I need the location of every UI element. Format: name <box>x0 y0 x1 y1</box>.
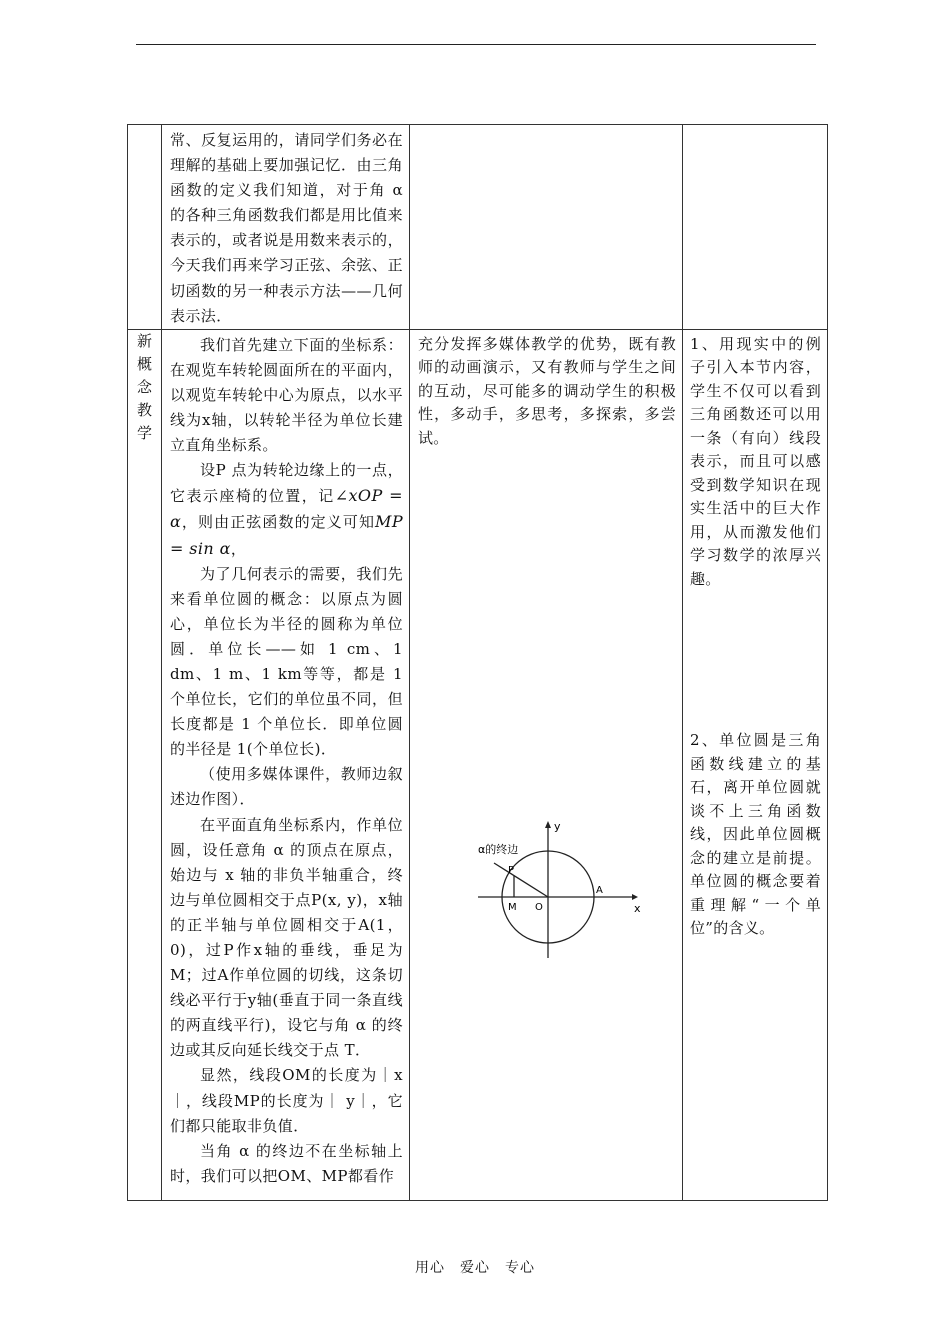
unit-circle-svg <box>478 818 648 968</box>
paragraph-unit-circle: 为了几何表示的需要，我们先来看单位圆的概念：以原点为圆心，单位长为半径的圆称为单位圆．单位长——如 1 cm、1 dm、1 m、1 km等等，都是 1 个单位长，它们的单位虽不同，但长度都是 1 个单位长．即单位圆的半径是 1(个单位长)． <box>170 564 403 759</box>
section-label-char: 学 <box>136 423 152 442</box>
section-label-cell <box>128 329 162 1200</box>
table-row <box>128 125 828 330</box>
section-label-cell <box>128 125 162 330</box>
point-p-label: P <box>508 865 515 877</box>
continued-paragraph: 常、反复运用的，请同学们务必在理解的基础上要加强记忆．由三角函数的定义我们知道，对于角 α 的各种三角函数我们都是用比值来表示的，或者说是用数来表示的，今天我们再来学习正弦、余弦、正切函数的另一种表示方法——几何表示法． <box>170 131 403 325</box>
intent-cell <box>683 329 828 1200</box>
x-axis-arrow <box>632 894 638 900</box>
section-label-char: 概 <box>136 354 152 373</box>
page-footer: 用心 爱心 专心 <box>415 1260 535 1276</box>
terminal-side-label: α的终边 <box>478 843 519 857</box>
unit-circle-diagram <box>478 818 648 968</box>
section-label-char: 念 <box>136 377 152 396</box>
section-label-char: 教 <box>136 400 152 419</box>
process-cell <box>162 125 410 330</box>
method-cell <box>410 125 683 330</box>
process-cell <box>162 329 410 1200</box>
point-a-label: A <box>596 885 603 897</box>
paragraph-point-p: 设P 点为转轮边缘上的一点，它表示座椅的位置，记∠xOP = α，则由正弦函数的定义可知MP = sin α， <box>170 461 403 558</box>
paragraph-construction: 在平面直角坐标系内，作单位圆，设任意角 α 的顶点在原点，始边与 x 轴的非负半轴重合，终边与单位圆相交于点P(x, y)，x轴的正半轴与单位圆相交于A(1，0)，过P作x轴的垂线，垂足为M；过A作单位圆的切线，这条切线必平行于y轴(垂直于同一条直线的两直线平行)，设它与角 α 的终边或其反向延长线交于点 T． <box>170 815 403 1060</box>
origin-label: O <box>535 902 543 914</box>
lesson-plan-table <box>127 124 828 1201</box>
intent-cell <box>683 125 828 330</box>
header-rule <box>136 44 816 45</box>
intent-paragraph-2: 2、单位圆是三角函数线建立的基石，离开单位圆就谈不上三角函数线，因此单位圆概念的建立是前提。单位圆的概念要着重理解“一个单位”的含义。 <box>690 731 821 938</box>
angle-formula: ∠xOP = α <box>170 486 403 532</box>
paragraph-multimedia: （使用多媒体课件，教师边叙述边作图）． <box>170 765 403 809</box>
point-m-label: M <box>508 902 517 914</box>
sine-formula: MP = sin α <box>170 512 403 558</box>
x-axis-label: x <box>634 902 641 916</box>
paragraph-lengths: 显然，线段OM的长度为｜x｜，线段MP的长度为｜ y｜，它们都只能取非负值． <box>170 1066 403 1135</box>
method-cell <box>410 329 683 1200</box>
intent-paragraph-1: 1、用现实中的例子引入本节内容，学生不仅可以看到三角函数还可以用一条（有向）线段表示，而且可以感受到数学知识在现实生活中的巨大作用，从而激发他们学习数学的浓厚兴趣。 <box>690 334 821 588</box>
table-row <box>128 329 828 1200</box>
paragraph-coordinate-system: 我们首先建立下面的坐标系：在观览车转轮圆面所在的平面内，以观览车转轮中心为原点，以水平线为x轴，以转轮半径为单位长建立直角坐标系。 <box>170 335 403 455</box>
y-axis-arrow <box>545 821 551 828</box>
paragraph-directed-segments: 当角 α 的终边不在坐标轴上时，我们可以把OM、MP都看作 <box>170 1141 403 1185</box>
section-label-char: 新 <box>136 331 152 350</box>
method-paragraph: 充分发挥多媒体教学的优势，既有教师的动画演示，又有教师与学生之间的互动，尽可能多的调动学生的积极性，多动手，多思考，多探索，多尝试。 <box>418 334 676 447</box>
y-axis-label: y <box>554 820 561 834</box>
